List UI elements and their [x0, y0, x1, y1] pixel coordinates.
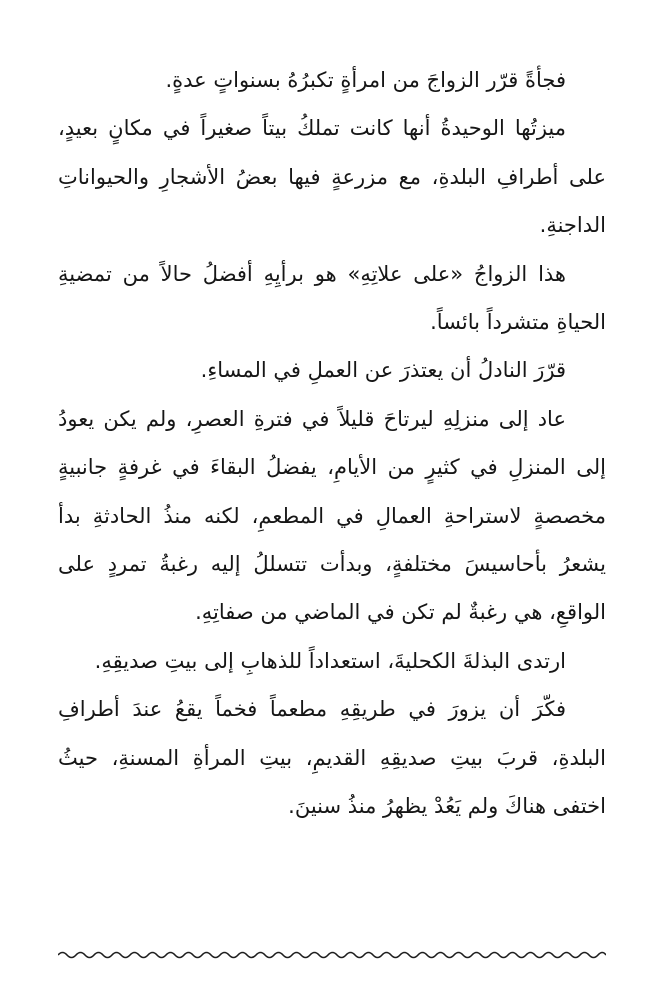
- paragraph: قرّرَ النادلُ أن يعتذرَ عن العملِ في المساءِ.: [200, 358, 566, 383]
- paragraph: ميزتُها الوحيدةُ أنها كانت تملكُ بيتاً صغيراً في مكانٍ بعيدٍ، على أطرافِ البلدةِ، مع مزرعةٍ فيها بعضُ الأشجارِ والحيواناتِ الداجنةِ.: [58, 116, 606, 238]
- paragraph: فكّرَ أن يزورَ في طريقِهِ مطعماً فخماً يقعُ عندَ أطرافِ البلدةِ، قربَ بيتِ صديقِهِ القديمِ، بيتِ المرأةِ المسنةِ، حيثُ اختفى هناكَ ولم يَعُدْ يظهرُ منذُ سنينَ.: [58, 697, 606, 819]
- paragraph: عاد إلى منزلِهِ ليرتاحَ قليلاً في فترةِ العصرِ، ولم يكن يعودُ إلى المنزلِ في كثيرٍ من الأيامِ، يفضلُ البقاءَ في غرفةٍ جانبيةٍ مخصصةٍ لاستراحةِ العمالِ في المطعمِ، لكنه منذُ الحادثةِ بدأ يشعرُ بأحاسيسَ مختلفةٍ، وبدأت تتسللُ إليه رغبةُ تمردٍ على الواقعِ، هي رغبةٌ لم تكن في الماضي من صفاتِهِ.: [58, 406, 606, 625]
- paragraph: هذا الزواجُ «على علاتِهِ» هو برأيِهِ أفضلُ حالاً من تمضيةِ الحياةِ متشرداً بائساً.: [58, 261, 606, 335]
- paragraph: فجأةً قرّر الزواجَ من امرأةٍ تكبرُهُ بسنواتٍ عدةٍ.: [165, 68, 566, 92]
- paragraph: ارتدى البذلةَ الكحليةَ، استعداداً للذهابِ إلى بيتِ صديقِهِ.: [94, 648, 566, 673]
- wavy-divider: [58, 948, 606, 962]
- story-text: [58, 56, 606, 831]
